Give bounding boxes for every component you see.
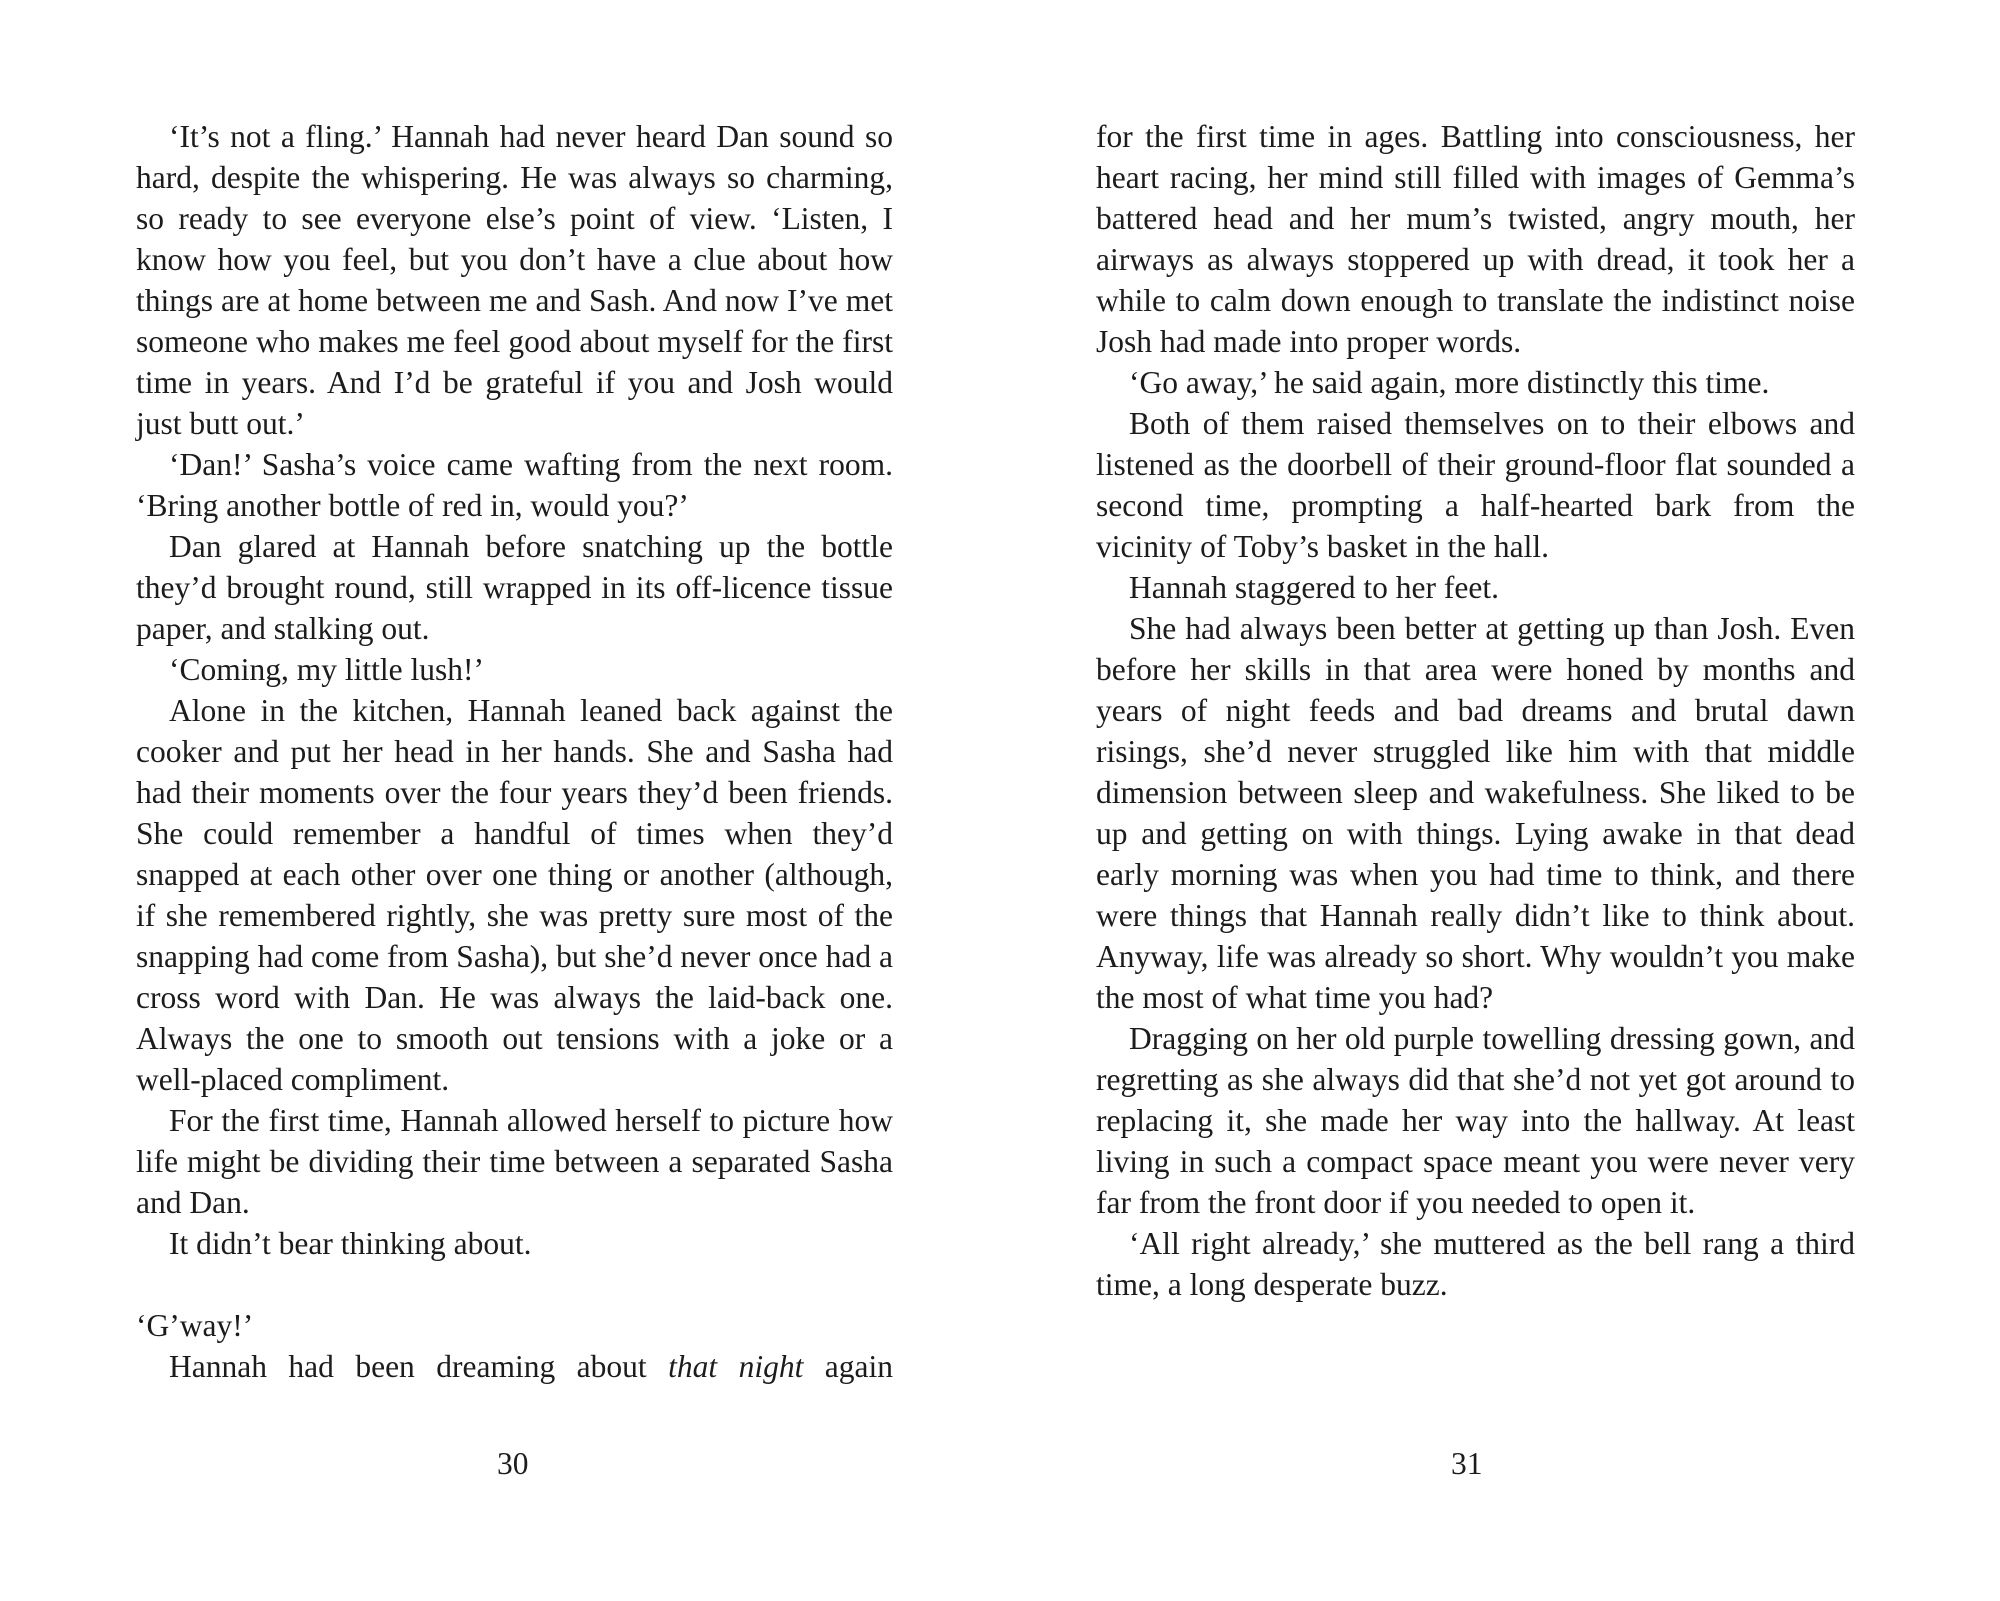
paragraph: Hannah staggered to her feet. [1129, 570, 1499, 605]
paragraph: ‘It’s not a fling.’ Hannah had never heard Dan sound so hard, despite the whispering. He was always so charming, so ready to see everyone else’s point of view. ‘Listen, I know how you feel, but you don’t have a clue about how things are at home between me and Sash. And now I’ve met someone who makes me feel good about myself for the first time in years. And I’d be grateful if you and Josh would just butt out.’ [136, 119, 893, 441]
section-opening-line: ‘G’way!’ [136, 1308, 254, 1343]
paragraph: ‘All right already,’ she muttered as the bell rang a third time, a long desperate buzz. [1096, 1226, 1855, 1302]
paragraph: It didn’t bear thinking about. [169, 1226, 532, 1261]
paragraph: ‘Coming, my little lush!’ [169, 652, 484, 687]
right-page-text [1096, 116, 1855, 1305]
paragraph: Alone in the kitchen, Hannah leaned back against the cooker and put her head in her hands. She and Sasha had had their moments over the four years they’d been friends. She could remember a handful of times when they’d snapped at each other over one thing or another (although, if she remembered rightly, she was pretty sure most of the snapping had come from Sasha), but she’d never once had a cross word with Dan. He was always the laid-back one. Always the one to smooth out tensions with a joke or a well-placed compliment. [136, 693, 893, 1097]
paragraph-text: again [803, 1349, 893, 1384]
paragraph-text: Hannah had been dreaming about [169, 1349, 669, 1384]
paragraph: ‘Go away,’ he said again, more distinctly this time. [1129, 365, 1770, 400]
paragraph: She had always been better at getting up than Josh. Even before her skills in that area were honed by months and years of night feeds and bad dreams and brutal dawn risings, she’d never struggled like him with that middle dimension between sleep and wakefulness. She liked to be up and getting on with things. Lying awake in that dead early morning was when you had time to think, and there were things that Hannah really didn’t like to think about. Anyway, life was already so short. Why wouldn’t you make the most of what time you had? [1096, 611, 1855, 1015]
paragraph: for the first time in ages. Battling into consciousness, her heart racing, her mind still filled with images of Gemma’s battered head and her mum’s twisted, angry mouth, her airways as always stoppered up with dread, it took her a while to calm down enough to translate the indistinct noise Josh had made into proper words. [1096, 119, 1855, 359]
page-number: 30 [497, 1446, 529, 1481]
section-break [136, 1264, 893, 1305]
paragraph: Both of them raised themselves on to their elbows and listened as the doorbell of their ground-floor flat sounded a second time, prompting a half-hearted bark from the vicinity of Toby’s basket in the hall. [1096, 406, 1855, 564]
emphasis-text: that night [668, 1349, 804, 1384]
paragraph: ‘Dan!’ Sasha’s voice came wafting from the next room. ‘Bring another bottle of red in, would you?’ [136, 447, 893, 523]
left-page-text [136, 116, 893, 1387]
right-page [1000, 0, 2000, 1601]
paragraph: Dan glared at Hannah before snatching up the bottle they’d brought round, still wrapped in its off-licence tissue paper, and stalking out. [136, 529, 893, 646]
paragraph [136, 1346, 893, 1387]
paragraph: For the first time, Hannah allowed herself to picture how life might be dividing their time between a separated Sasha and Dan. [136, 1103, 893, 1220]
paragraph: Dragging on her old purple towelling dressing gown, and regretting as she always did that she’d not yet got around to replacing it, she made her way into the hallway. At least living in such a compact space meant you were never very far from the front door if you needed to open it. [1096, 1021, 1855, 1220]
page-number: 31 [1451, 1446, 1483, 1481]
